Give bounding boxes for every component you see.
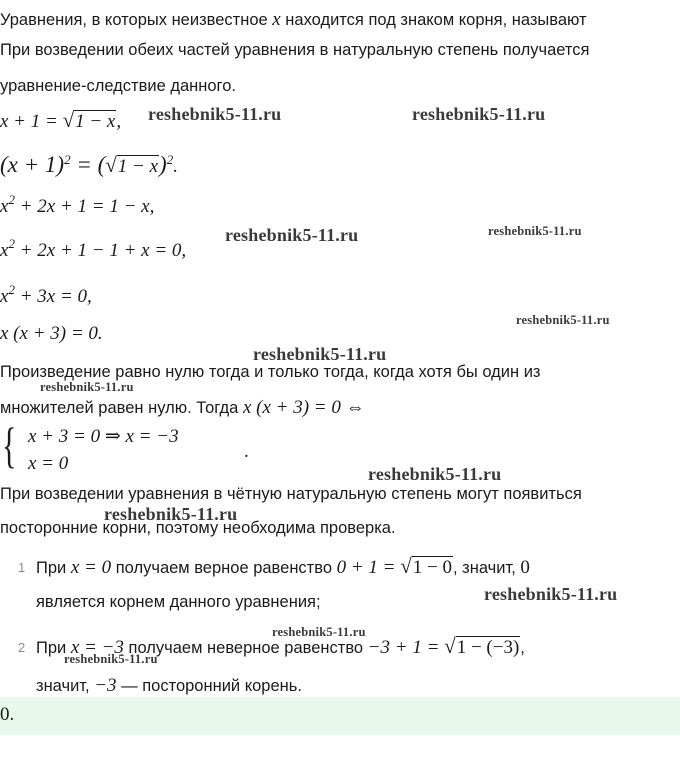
- term: + 2x + 1 = 1 − x,: [14, 196, 155, 217]
- watermark: reshebnik5-11.ru: [253, 344, 387, 364]
- radicand: 1 − (−3): [456, 637, 520, 658]
- watermark: reshebnik5-11.ru: [516, 313, 610, 327]
- term: x: [0, 240, 9, 261]
- item-text: — посторонний корень.: [121, 677, 302, 695]
- watermark: reshebnik5-11.ru: [272, 625, 366, 639]
- item-text: получаем верное равенство: [115, 559, 332, 577]
- watermark: reshebnik5-11.ru: [488, 224, 582, 238]
- item-text: значит,: [36, 677, 90, 695]
- item-text: При: [36, 639, 67, 657]
- check-line-1: При возведении уравнения в чётную натуральную степень могут появиться: [0, 485, 582, 503]
- intro-line-1: [0, 8, 587, 32]
- term: x: [0, 286, 9, 307]
- system-row-2: x = 0: [28, 453, 69, 474]
- exponent: 2: [8, 236, 15, 251]
- punct: .: [173, 156, 178, 177]
- equation-mid: = (: [70, 152, 106, 177]
- list-item-1-line-1: [36, 554, 530, 580]
- item-value: 0: [520, 557, 530, 578]
- watermark: reshebnik5-11.ru: [40, 380, 134, 394]
- punct: ,: [116, 111, 122, 132]
- item-equation: 0 + 1 =: [336, 557, 401, 578]
- answer-box: [0, 697, 680, 735]
- list-number-1: 1: [18, 560, 26, 575]
- watermark: reshebnik5-11.ru: [368, 464, 502, 484]
- item-condition: x = −3: [70, 637, 124, 658]
- item-equation: −3 + 1 =: [367, 637, 445, 658]
- watermark: reshebnik5-11.ru: [225, 225, 359, 245]
- exponent: 2: [166, 152, 174, 167]
- product-line-1: Произведение равно нулю тогда и только тогда, когда хотя бы один из: [0, 363, 541, 381]
- term: + 3x = 0,: [14, 286, 92, 307]
- item-condition: x = 0: [70, 557, 112, 578]
- sqrt: √1 − x: [62, 108, 116, 132]
- product-text: множителей равен нулю. Тогда: [0, 399, 239, 417]
- system-end: .: [244, 441, 249, 462]
- item-value: −3: [94, 675, 117, 696]
- product-line-2: [0, 396, 365, 420]
- system-brace: {: [2, 417, 17, 473]
- equation-1: [0, 108, 121, 134]
- item-text: , значит,: [453, 559, 516, 577]
- radicand: 1 − x: [117, 156, 159, 177]
- radicand: 1 − x: [75, 111, 116, 132]
- watermark: reshebnik5-11.ru: [412, 104, 546, 124]
- sqrt: √1 − 0: [400, 554, 452, 578]
- list-item-1-line-2: является корнем данного уравнения;: [36, 593, 321, 611]
- watermark: reshebnik5-11.ru: [64, 652, 158, 666]
- paren: ): [159, 152, 167, 177]
- exponent: 2: [8, 192, 15, 207]
- sqrt: √1 − x: [105, 153, 159, 177]
- list-item-2-line-2: [36, 674, 302, 698]
- equation-6: x (x + 3) = 0.: [0, 323, 103, 344]
- exponent: 2: [8, 282, 15, 297]
- variable-x: x: [272, 9, 281, 30]
- item-text: ,: [520, 639, 525, 657]
- term: x: [0, 196, 9, 217]
- watermark: reshebnik5-11.ru: [104, 504, 238, 524]
- answer-value: 0.: [0, 704, 15, 725]
- equation-3: [0, 188, 154, 219]
- product-math: x (x + 3) = 0 ⇔: [242, 397, 365, 418]
- equation-4: [0, 232, 186, 263]
- intro-line-2: При возведении обеих частей уравнения в натуральную степень получается: [0, 41, 590, 59]
- equation-5: [0, 278, 92, 309]
- intro-text: находится под знаком корня, называют: [285, 11, 587, 29]
- radicand: 1 − 0: [412, 557, 452, 578]
- check-line-2: посторонние корни, поэтому необходима проверка.: [0, 519, 396, 537]
- term: + 2x + 1 − 1 + x = 0,: [14, 240, 187, 261]
- watermark: reshebnik5-11.ru: [484, 584, 618, 604]
- item-text: получаем неверное равенство: [128, 639, 364, 657]
- equation-lhs: x + 1 =: [0, 111, 63, 132]
- system-row-1: x + 3 = 0 ⇒ x = −3: [28, 426, 179, 447]
- exponent: 2: [64, 152, 71, 167]
- equation-lhs: (x + 1): [0, 152, 65, 177]
- watermark: reshebnik5-11.ru: [148, 104, 282, 124]
- sqrt: √1 − (−3): [444, 634, 520, 658]
- list-number-2: 2: [18, 640, 26, 655]
- intro-text: Уравнения, в которых неизвестное: [0, 11, 268, 29]
- equation-2: [0, 148, 178, 179]
- intro-line-3: уравнение-следствие данного.: [0, 77, 236, 95]
- item-text: При: [36, 559, 67, 577]
